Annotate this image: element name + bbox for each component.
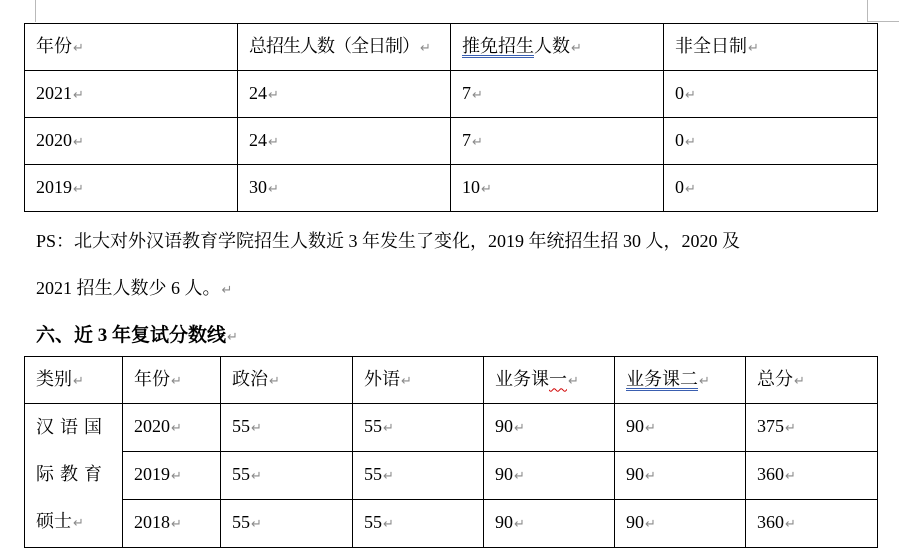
enrollment-table (24, 23, 878, 212)
table-row (25, 118, 878, 165)
spelling-flagged-text: 一 (549, 368, 567, 389)
table-row (25, 404, 878, 452)
table-cell[interactable]: 375↵ (746, 404, 878, 452)
table-cell[interactable]: 10↵ (451, 165, 664, 212)
header-cell[interactable]: 外语↵ (353, 357, 484, 404)
table-cell[interactable]: 0↵ (664, 118, 878, 165)
table-cell[interactable]: 55↵ (221, 452, 353, 500)
table-cell[interactable]: 360↵ (746, 452, 878, 500)
table-cell[interactable]: 2020↵ (123, 404, 221, 452)
table-row (25, 71, 878, 118)
header-cell[interactable]: 总分↵ (746, 357, 878, 404)
header-cell[interactable]: 推免招生人数↵ (451, 24, 664, 71)
ps-paragraph-line-2[interactable]: 2021 招生人数少 6 人。↵ (36, 278, 233, 298)
section-heading[interactable]: 六、近 3 年复试分数线↵ (36, 325, 238, 346)
table-cell[interactable]: 24↵ (238, 118, 451, 165)
header-cell[interactable]: 业务课一↵ (484, 357, 615, 404)
table-cell[interactable]: 90↵ (615, 500, 746, 548)
header-cell[interactable]: 总招生人数（全日制）↵ (238, 24, 451, 71)
table-cell[interactable]: 90↵ (615, 452, 746, 500)
table-cell[interactable]: 55↵ (353, 500, 484, 548)
score-line-table (24, 356, 878, 548)
table-cell[interactable]: 7↵ (451, 118, 664, 165)
table-row (25, 165, 878, 212)
page-margin-corner-left (35, 0, 36, 22)
grammar-flagged-text: 推免招生 (462, 35, 534, 56)
table-cell[interactable]: 30↵ (238, 165, 451, 212)
table-cell[interactable]: 90↵ (484, 452, 615, 500)
table-header-row (25, 24, 878, 71)
table-cell[interactable]: 0↵ (664, 165, 878, 212)
table-cell[interactable]: 0↵ (664, 71, 878, 118)
table-row (25, 452, 878, 500)
table-cell[interactable]: 2021↵ (25, 71, 238, 118)
ps-paragraph-line-1[interactable]: PS：北大对外汉语教育学院招生人数近 3 年发生了变化，2019 年统招生招 30 人，2020 及 (36, 231, 741, 251)
table-cell[interactable]: 2020↵ (25, 118, 238, 165)
table-cell[interactable]: 2019↵ (25, 165, 238, 212)
table-cell[interactable]: 55↵ (221, 404, 353, 452)
table-cell[interactable]: 90↵ (615, 404, 746, 452)
category-cell[interactable]: 汉语国 际教育 硕士↵ (25, 404, 123, 548)
table-cell[interactable]: 7↵ (451, 71, 664, 118)
table-row (25, 500, 878, 548)
header-cell[interactable]: 业务课二↵ (615, 357, 746, 404)
page-margin-corner-right-horizontal (867, 21, 899, 22)
header-cell[interactable]: 年份↵ (25, 24, 238, 71)
table-cell[interactable]: 90↵ (484, 500, 615, 548)
table-cell[interactable]: 360↵ (746, 500, 878, 548)
table-cell[interactable]: 55↵ (353, 404, 484, 452)
header-cell[interactable]: 类别↵ (25, 357, 123, 404)
table-cell[interactable]: 24↵ (238, 71, 451, 118)
page-margin-corner-right (867, 0, 868, 22)
table-cell[interactable]: 2019↵ (123, 452, 221, 500)
grammar-flagged-text: 业务课二 (626, 368, 698, 389)
table-cell[interactable]: 55↵ (353, 452, 484, 500)
header-cell[interactable]: 非全日制↵ (664, 24, 878, 71)
table-header-row (25, 357, 878, 404)
table-cell[interactable]: 2018↵ (123, 500, 221, 548)
table-cell[interactable]: 55↵ (221, 500, 353, 548)
header-cell[interactable]: 年份↵ (123, 357, 221, 404)
table-cell[interactable]: 90↵ (484, 404, 615, 452)
header-cell[interactable]: 政治↵ (221, 357, 353, 404)
